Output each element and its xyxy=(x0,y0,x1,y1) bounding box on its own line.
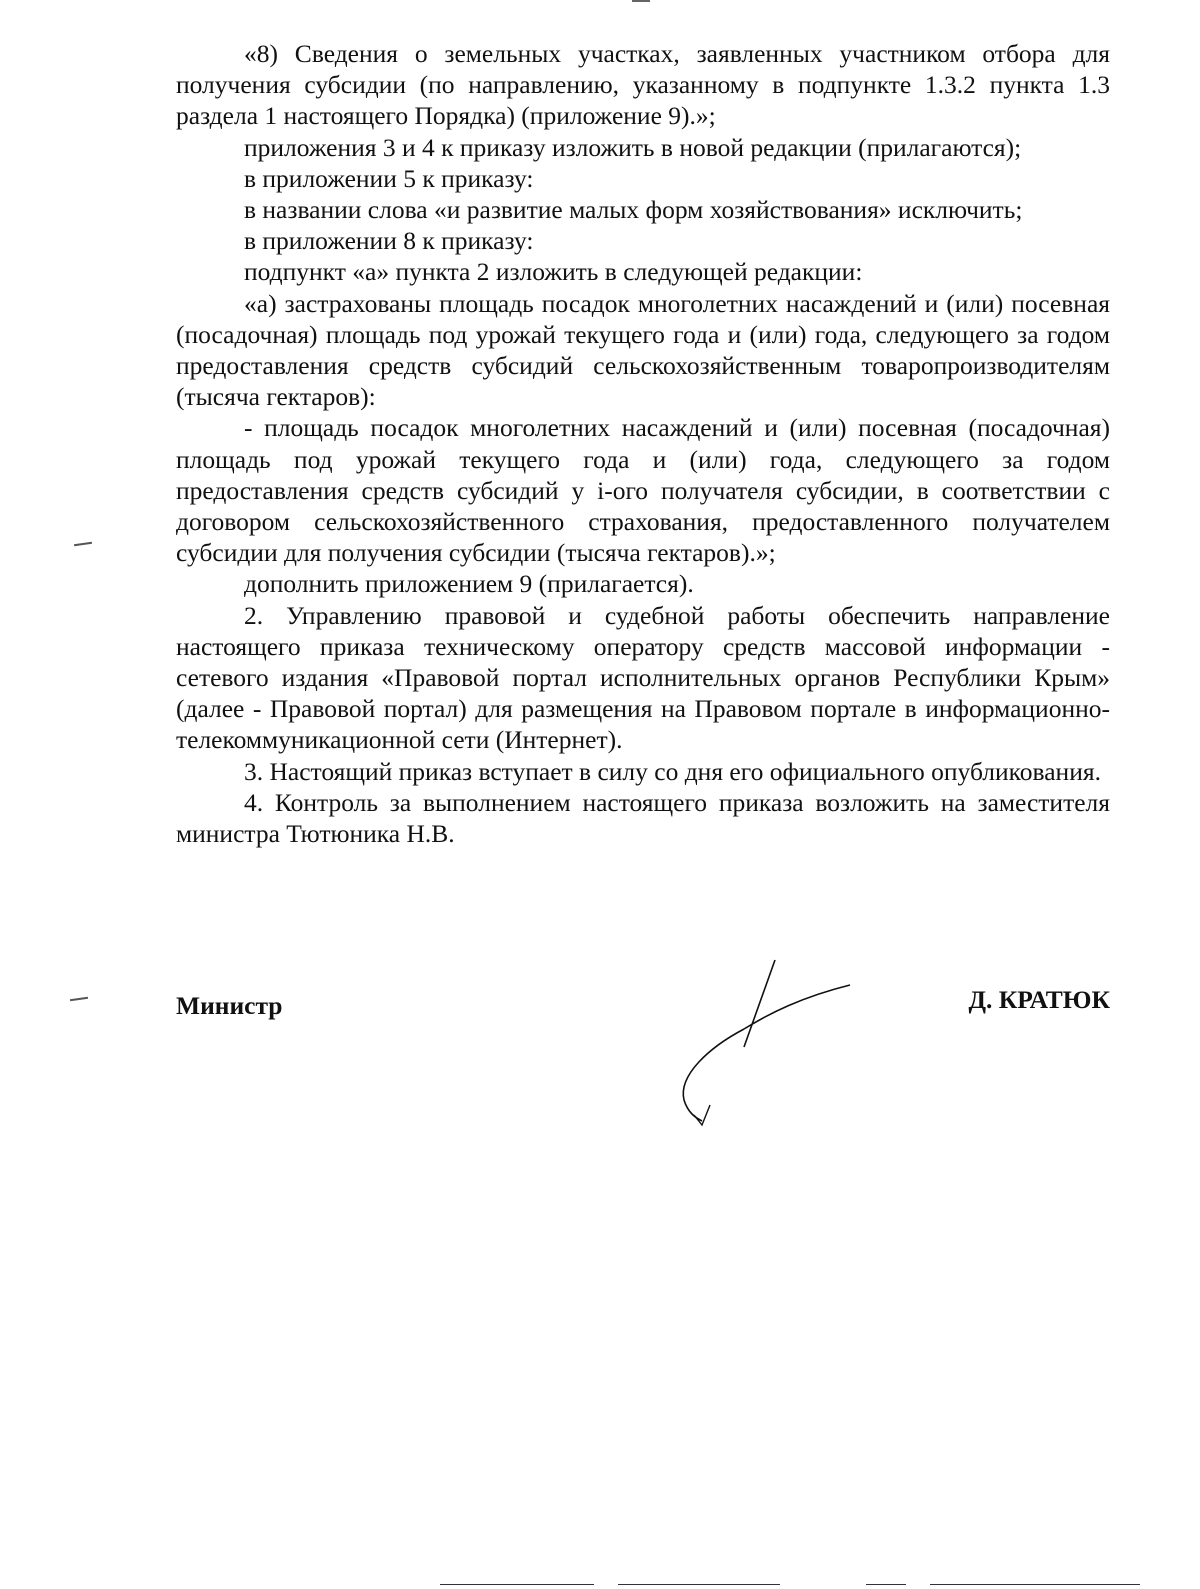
document-body xyxy=(176,38,1110,849)
scan-mark-top xyxy=(632,0,650,2)
signatory-title: Министр xyxy=(176,991,283,1020)
signatory-name: Д. КРАТЮК xyxy=(968,985,1110,1014)
scan-mark-bottom-1 xyxy=(440,1584,594,1585)
handwritten-signature xyxy=(672,955,862,1135)
scan-mark-bottom-2 xyxy=(618,1584,780,1585)
paragraph-appendices-3-4: приложения 3 и 4 к приказу изложить в новой редакции (прилагаются); xyxy=(244,132,1022,162)
scan-mark-left-2 xyxy=(70,997,88,1001)
paragraph-title-change: в названии слова «и развитие малых форм хозяйствования» исключить; xyxy=(244,195,1023,225)
paragraph-clause-4: 4. Контроль за выполнением настоящего приказа возложить на заместителя министра Тютюника Н.В. xyxy=(176,787,1110,849)
paragraph-insured-area: «а) застрахованы площадь посадок многолетних насаждений и (или) посевная (посадочная) площадь под урожай текущего года и (или) года, следующего за годом предоставления средств субсидий сельскохозяйственным товаропроизводителям (тысяча гектаров): xyxy=(176,288,1110,412)
paragraph-clause-3: 3. Настоящий приказ вступает в силу со дня его официального опубликования. xyxy=(244,756,1101,786)
paragraph-area-bullet: - площадь посадок многолетних насаждений и (или) посевная (посадочная) площадь под урожай текущего года и (или) года, следующего за годом предоставления средств субсидий у i-ого получателя субсидии, в соответствии с договором сельскохозяйственного страхования, предоставленного получателем субсидии для получения субсидии (тысяча гектаров).»; xyxy=(176,413,1110,568)
scan-mark-left-1 xyxy=(74,542,92,546)
scan-mark-bottom-4 xyxy=(930,1584,1140,1585)
paragraph-appendix-9: дополнить приложением 9 (прилагается). xyxy=(244,569,694,599)
paragraph-appendix-5: в приложении 5 к приказу: xyxy=(244,163,534,193)
paragraph-clause-2: 2. Управлению правовой и судебной работы обеспечить направление настоящего приказа техническому оператору средств массовой информации - сетевого издания «Правовой портал исполнительных органов Республики Крым» (далее - Правовой портал) для размещения на Правовом портале в информационно-телекоммуникационной сети (Интернет). xyxy=(176,600,1110,755)
paragraph-subitem-a: подпункт «а» пункта 2 изложить в следующей редакции: xyxy=(244,257,863,287)
scan-mark-bottom-3 xyxy=(866,1584,906,1585)
paragraph-item-8: «8) Сведения о земельных участках, заявленных участником отбора для получения субсидии (по направлению, указанному в подпункте 1.3.2 пункта 1.3 раздела 1 настоящего Порядка) (приложение 9).»; xyxy=(176,39,1110,131)
signature-block xyxy=(176,985,1110,1025)
paragraph-appendix-8: в приложении 8 к приказу: xyxy=(244,226,534,256)
